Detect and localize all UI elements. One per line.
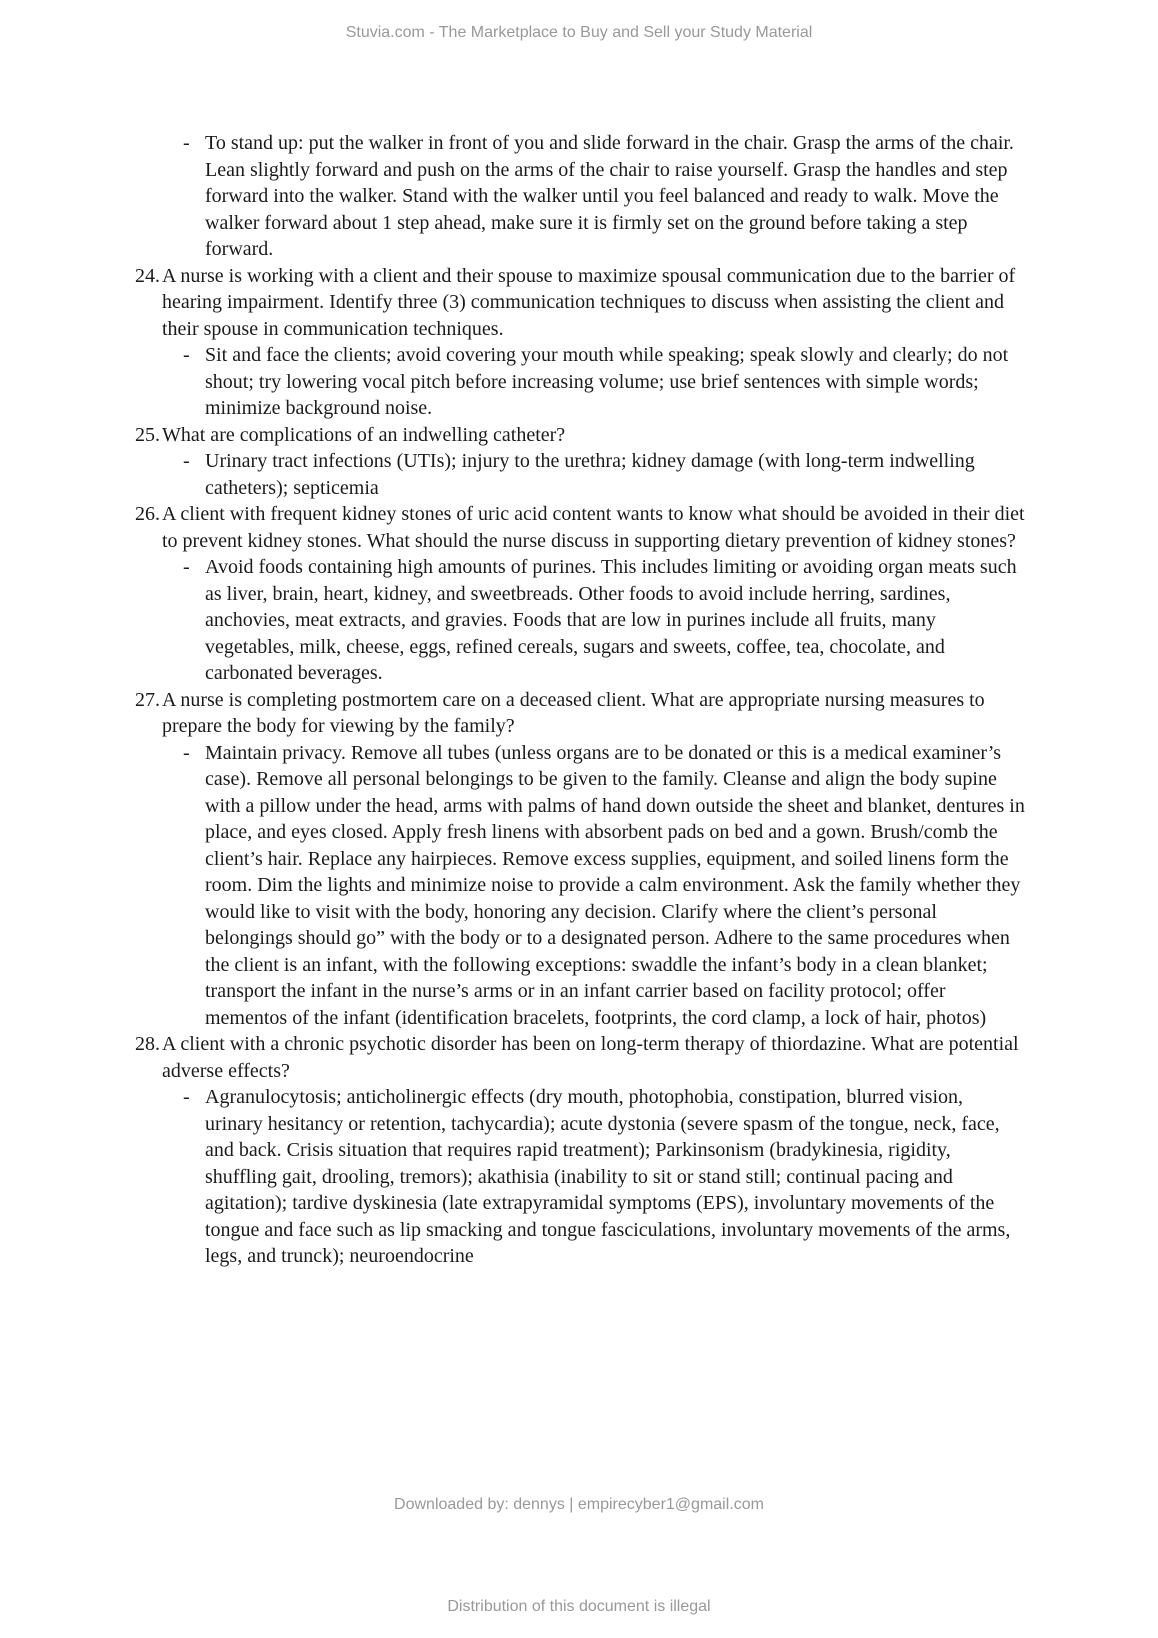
dash-bullet-marker: - (183, 450, 190, 472)
question-number: 27. (135, 688, 160, 711)
question-item (135, 422, 1025, 449)
answer-text: Urinary tract infections (UTIs); injury to the urethra; kidney damage (with long-term indwelling catheters); septicemia (205, 450, 975, 499)
document-content (135, 130, 1025, 1270)
header-watermark-text: Stuvia.com - The Marketplace to Buy and Sell your Study Material (345, 24, 813, 41)
question-item (135, 263, 1025, 343)
question-number: 25. (135, 423, 160, 446)
question-item (135, 501, 1025, 554)
question-number: 28. (135, 1033, 160, 1055)
question-text: A nurse is completing postmortem care on a deceased client. What are appropriate nursing measures to prepare the body for viewing by the family? (162, 688, 985, 737)
question-number: 24. (135, 264, 160, 287)
answer-text: Sit and face the clients; avoid covering your mouth while speaking; speak slowly and clearly; do not shout; try lowering vocal pitch before increasing volume; use brief sentences with simple words; minimize background noise. (205, 344, 1009, 419)
dash-bullet-marker: - (183, 741, 190, 764)
answer-bullet-item (135, 342, 1025, 422)
dash-bullet-marker: - (183, 1086, 190, 1108)
footer-warning-text: Distribution of this document is illegal (447, 1598, 711, 1615)
dash-bullet-marker: - (183, 556, 190, 578)
answer-text: Maintain privacy. Remove all tubes (unless organs are to be donated or this is a medical examiner’s case). Remove all personal belongings to be given to the family. Cleanse and align the body supine with a pillow under the head, arms with palms of hand down outside the sheet and blanket, dentures in place, and eyes closed. Apply fresh linens with absorbent pads on bed and a gown. Brush/comb the client’s hair. Replace any hairpieces. Remove excess supplies, equipment, and soiled linens form the room. Dim the lights and minimize noise to provide a calm environment. Ask the family whether they would like to visit with the body, honoring any decision. Clarify where the client’s personal belongings should go” with the body or to a designated person. Adhere to the same procedures when the client is an infant, with the following exceptions: swaddle the infant’s body in a clean blanket; transport the infant in the nurse’s arms or in an infant carrier based on facility protocol; offer mementos of the infant (identification bracelets, footprints, the cord clamp, a lock of hair, photos) (205, 741, 1025, 1029)
question-text: A client with frequent kidney stones of uric acid content wants to know what should be avoided in their diet to prevent kidney stones. What should the nurse discuss in supporting dietary prevention of kidney stones? (162, 503, 1025, 552)
question-item (135, 687, 1025, 740)
answer-bullet-item (135, 448, 1025, 501)
footer-downloaded (0, 1496, 1158, 1514)
question-item (135, 1031, 1025, 1084)
question-text: A client with a chronic psychotic disorder has been on long-term therapy of thiordazine. What are potential adverse effects? (162, 1033, 1019, 1082)
answer-bullet-item (135, 554, 1025, 687)
footer-warning (0, 1598, 1158, 1616)
answer-bullet-item (135, 1084, 1025, 1270)
footer-downloaded-text: Downloaded by: dennys | empirecyber1@gmail.com (394, 1496, 764, 1513)
answer-text: Agranulocytosis; anticholinergic effects (dry mouth, photophobia, constipation, blurred vision, urinary hesitancy or retention, tachycardia); acute dystonia (severe spasm of the tongue, neck, face, and back. Crisis situation that requires rapid treatment); Parkinsonism (bradykinesia, rigidity, shuffling gait, drooling, tremors); akathisia (inability to sit or stand still; continual pacing and agitation); tardive dyskinesia (late extrapyramidal symptoms (EPS), involuntary movements of the tongue and face such as lip smacking and tongue fasciculations, involuntary movements of the arms, legs, and trunck); neuroendocrine (205, 1086, 1011, 1267)
answer-text: To stand up: put the walker in front of you and slide forward in the chair. Grasp the arms of the chair. Lean slightly forward and push on the arms of the chair to raise yourself. Grasp the handles and step forward into the walker. Stand with the walker until you feel balanced and ready to walk. Move the walker forward about 1 step ahead, make sure it is firmly set on the ground before taking a step forward. (205, 132, 1014, 260)
answer-bullet-item (135, 740, 1025, 1032)
answer-text: Avoid foods containing high amounts of purines. This includes limiting or avoiding organ meats such as liver, brain, heart, kidney, and sweetbreads. Other foods to avoid include herring, sardines, anchovies, meat extracts, and gravies. Foods that are low in purines include all fruits, many vegetables, milk, cheese, eggs, refined cereals, sugars and sweets, coffee, tea, chocolate, and carbonated beverages. (205, 556, 1017, 684)
dash-bullet-marker: - (183, 132, 190, 154)
question-text: A nurse is working with a client and their spouse to maximize spousal communication due to the barrier of hearing impairment. Identify three (3) communication techniques to discuss when assisting the client and their spouse in communication techniques. (162, 264, 1016, 340)
page-header (0, 24, 1158, 42)
question-number: 26. (135, 503, 160, 525)
answer-bullet-item (135, 130, 1025, 263)
question-text: What are complications of an indwelling catheter? (162, 423, 566, 446)
dash-bullet-marker: - (183, 344, 190, 366)
